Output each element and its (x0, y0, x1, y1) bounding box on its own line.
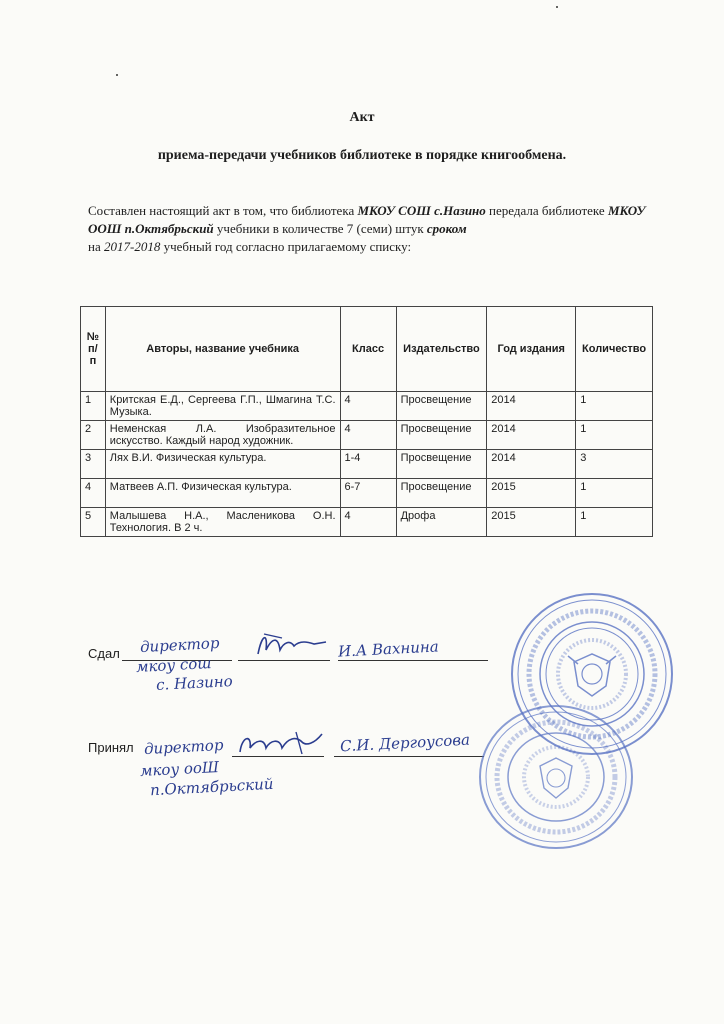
cell-grade: 6-7 (340, 479, 396, 508)
header-quantity: Количество (576, 307, 653, 392)
table-row (81, 392, 653, 421)
cell-author: Неменская Л.А. Изобразительное искусство. Каждый народ художник. (105, 421, 340, 450)
document-subtitle: приема-передачи учебников библиотеке в порядке книгообмена. (157, 148, 567, 163)
handed-label: Сдал (88, 646, 120, 661)
received-org-line2: п.Октябрьский (149, 774, 274, 800)
textbook-table (80, 306, 653, 537)
intro-text: Составлен настоящий акт в том, что библиотека (88, 203, 358, 218)
table-header-row (81, 307, 653, 392)
cell-quantity: 1 (576, 508, 653, 537)
cell-publisher: Просвещение (396, 450, 487, 479)
from-organization: МКОУ СОШ с.Назино (357, 203, 486, 218)
cell-author: Лях В.И. Физическая культура. (105, 450, 340, 479)
received-label: Принял (88, 740, 134, 755)
term-word: сроком (426, 221, 467, 236)
intro-paragraph (88, 202, 648, 256)
cell-grade: 1-4 (340, 450, 396, 479)
cell-grade: 4 (340, 421, 396, 450)
cell-number: 1 (81, 392, 106, 421)
received-name: С.И. Дергоусова (339, 730, 471, 756)
header-author: Авторы, название учебника (105, 307, 340, 392)
received-signature-icon (236, 728, 326, 760)
intro-text: учебники в количестве 7 (семи) штук (213, 221, 427, 236)
school-years: 2017-2018 (103, 239, 161, 254)
table-row (81, 450, 653, 479)
signature-line (334, 756, 484, 757)
cell-number: 2 (81, 421, 106, 450)
received-position: директор (143, 735, 224, 759)
handed-name: И.А Вахнина (337, 637, 440, 661)
cell-publisher: Просвещение (396, 479, 487, 508)
cell-author: Матвеев А.П. Физическая культура. (105, 479, 340, 508)
header-number: № п/п (81, 307, 106, 392)
cell-year: 2015 (487, 508, 576, 537)
table-row (81, 421, 653, 450)
received-org-line1: мкоу ооШ (139, 757, 220, 781)
cell-author: Малышева Н.А., Масленикова О.Н. Технология. В 2 ч. (105, 508, 340, 537)
cell-quantity: 3 (576, 450, 653, 479)
intro-text: на (88, 239, 104, 254)
cell-year: 2015 (487, 479, 576, 508)
intro-text: учебный год согласно прилагаемому списку: (160, 239, 412, 254)
cell-year: 2014 (487, 392, 576, 421)
signature-line (338, 660, 488, 661)
table-row (81, 508, 653, 537)
table-row (81, 479, 653, 508)
cell-publisher: Просвещение (396, 392, 487, 421)
cell-grade: 4 (340, 392, 396, 421)
handed-org-line1: мкоу сош (135, 654, 212, 676)
scan-speck (116, 74, 118, 76)
cell-number: 3 (81, 450, 106, 479)
header-year: Год издания (487, 307, 576, 392)
header-grade: Класс (340, 307, 396, 392)
cell-author: Критская Е.Д., Сергеева Г.П., Шмагина Т.С. Музыка. (105, 392, 340, 421)
cell-quantity: 1 (576, 421, 653, 450)
intro-text: передала библиотеке (485, 203, 608, 218)
cell-year: 2014 (487, 421, 576, 450)
to-organization: МКОУ ООШ п.Октябрьский (88, 203, 646, 236)
cell-number: 4 (81, 479, 106, 508)
handed-org-line2: с. Назино (155, 672, 234, 694)
scan-speck (556, 6, 558, 8)
cell-publisher: Просвещение (396, 421, 487, 450)
cell-number: 5 (81, 508, 106, 537)
cell-grade: 4 (340, 508, 396, 537)
header-publisher: Издательство (396, 307, 487, 392)
handed-position: директор (139, 633, 220, 657)
cell-quantity: 1 (576, 392, 653, 421)
document-title: Акт (349, 110, 375, 125)
handed-signature-icon (254, 628, 330, 662)
cell-year: 2014 (487, 450, 576, 479)
cell-publisher: Дрофа (396, 508, 487, 537)
seal-icon (476, 702, 636, 852)
cell-quantity: 1 (576, 479, 653, 508)
